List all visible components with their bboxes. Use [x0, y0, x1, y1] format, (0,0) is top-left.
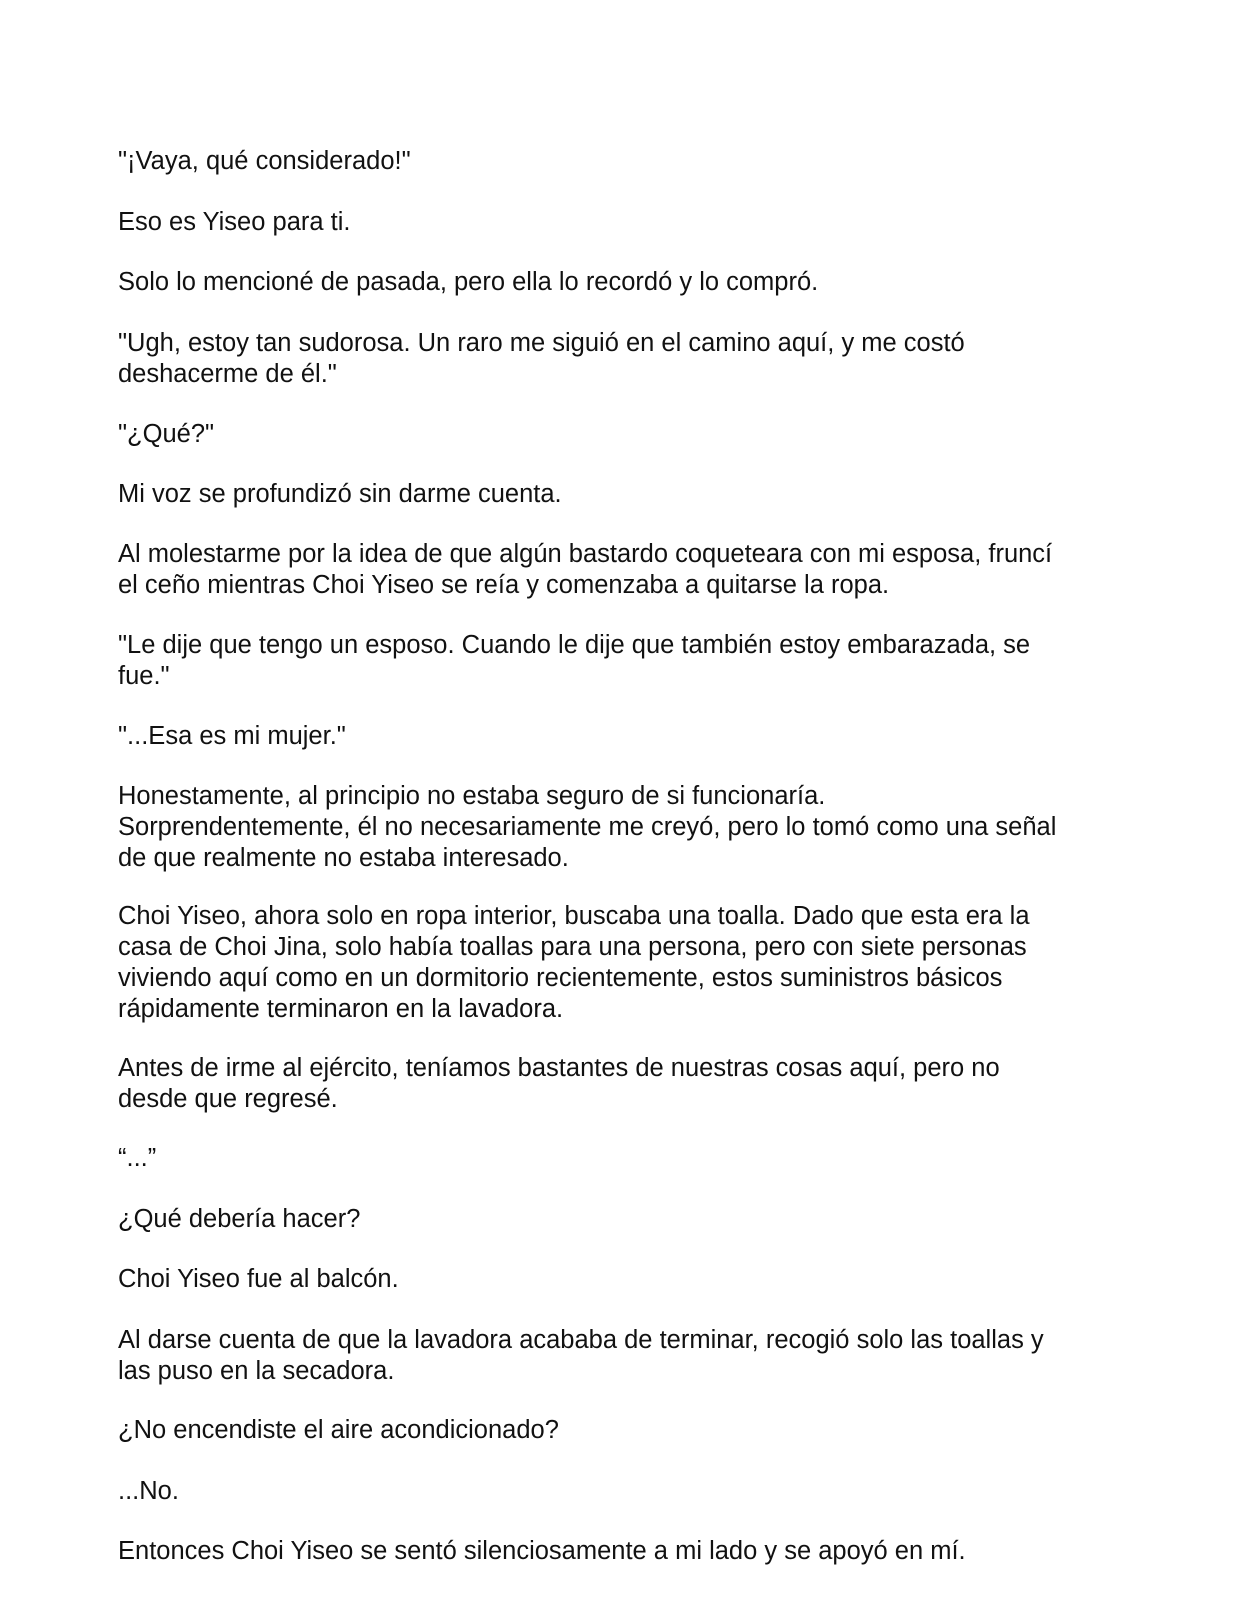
paragraph: "¿Qué?"	[118, 420, 215, 448]
paragraph: "Le dije que tengo un esposo. Cuando le dije que también estoy embarazada, se fue."	[118, 631, 1031, 690]
paragraph: Eso es Yiseo para ti.	[118, 208, 351, 236]
paragraph: Solo lo mencioné de pasada, pero ella lo recordó y lo compró.	[118, 268, 819, 296]
paragraph: Al darse cuenta de que la lavadora acababa de terminar, recogió solo las toallas y las puso en la secadora.	[118, 1326, 1044, 1385]
paragraph: Entonces Choi Yiseo se sentó silenciosamente a mi lado y se apoyó en mí.	[118, 1537, 966, 1565]
paragraph: "...Esa es mi mujer."	[118, 722, 346, 750]
paragraph: Honestamente, al principio no estaba seguro de si funcionaría. Sorprendentemente, él no necesariamente me creyó, pero lo tomó como una señal de que realmente no estaba interesado.	[118, 782, 1057, 872]
paragraph: Antes de irme al ejército, teníamos bastantes de nuestras cosas aquí, pero no desde que regresé.	[118, 1054, 1000, 1113]
paragraph: Choi Yiseo, ahora solo en ropa interior, buscaba una toalla. Dado que esta era la casa de Choi Jina, solo había toallas para una persona, pero con siete personas viviendo aquí como en un dormitorio recientemente, estos suministros básicos rápidamente terminaron en la lavadora.	[118, 902, 1030, 1023]
paragraph: "Ugh, estoy tan sudorosa. Un raro me siguió en el camino aquí, y me costó deshacerme de él."	[118, 329, 965, 388]
paragraph: Choi Yiseo fue al balcón.	[118, 1265, 399, 1293]
paragraph: "¡Vaya, qué considerado!"	[118, 147, 411, 175]
paragraph: ¿Qué debería hacer?	[118, 1205, 361, 1233]
paragraph: “...”	[118, 1144, 157, 1172]
paragraph: ...No.	[118, 1477, 179, 1505]
paragraph: Mi voz se profundizó sin darme cuenta.	[118, 480, 562, 508]
paragraph: Al molestarme por la idea de que algún bastardo coqueteara con mi esposa, fruncí el ceño mientras Choi Yiseo se reía y comenzaba a quitarse la ropa.	[118, 540, 1053, 599]
paragraph: ¿No encendiste el aire acondicionado?	[118, 1416, 559, 1444]
